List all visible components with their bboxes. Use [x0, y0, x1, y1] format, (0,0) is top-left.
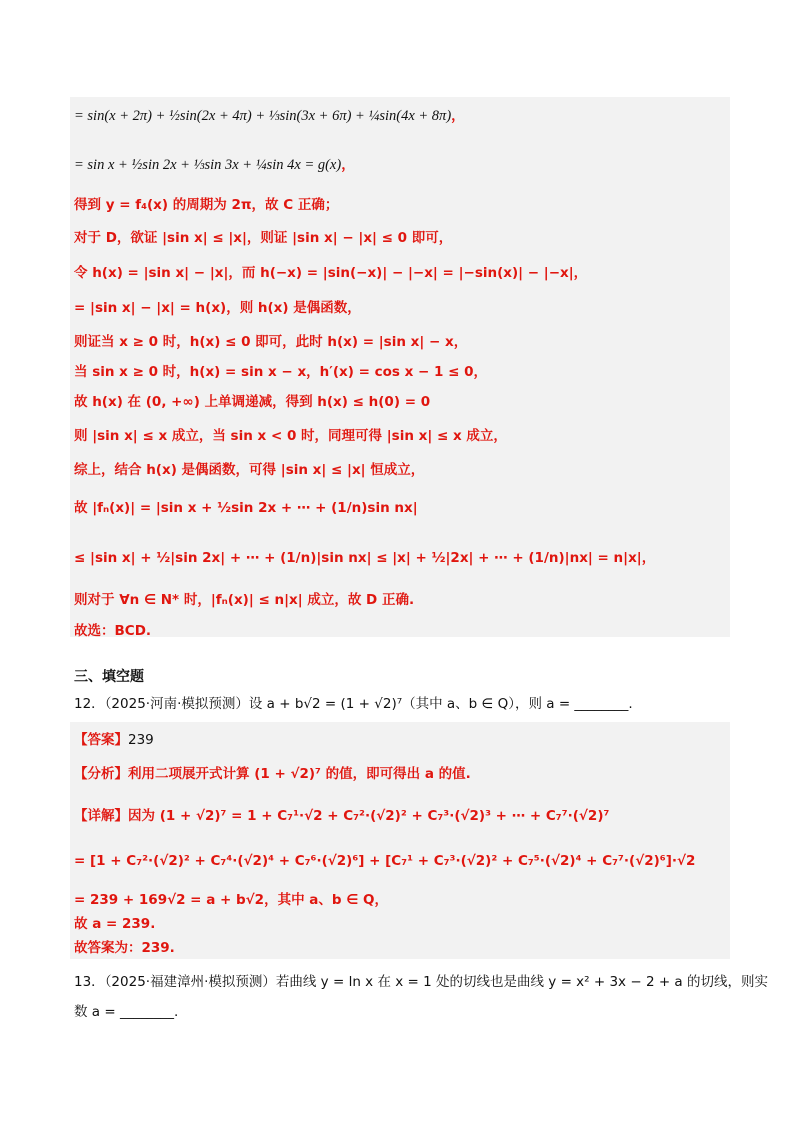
question-12: [74, 694, 633, 714]
question-13-line-2: 数 a = ________.: [74, 1004, 179, 1020]
detail-line-5: 故答案为：239.: [74, 940, 175, 956]
question-13: [74, 972, 768, 992]
solution-line-15: 故选：BCD.: [74, 623, 152, 639]
solution-line-1: = sin(x + 2π) + ½sin(2x + 4π) + ⅓sin(3x + 6π) + ¼sin(4x + 8π)，: [74, 108, 465, 124]
solution-line-5: 令 h(x) = |sin x| − |x|，而 h(−x) = |sin(−x)| − |−x| = |−sin(x)| − |−x|，: [74, 265, 588, 281]
answer-value: 239: [128, 732, 154, 748]
question-source: （2025·福建漳州·模拟预测）: [104, 974, 276, 990]
question-source: （2025·河南·模拟预测）: [104, 696, 249, 712]
solution-line-10: 则 |sin x| ≤ x 成立，当 sin x < 0 时，同理可得 |sin x| ≤ x 成立，: [74, 428, 507, 444]
answer-line: [74, 730, 154, 750]
analysis-text: 利用二项展开式计算 (1 + √2)⁷ 的值，即可得出 a 的值.: [128, 766, 471, 782]
detail-line-4: 故 a = 239.: [74, 916, 156, 932]
answer-label: 【答案】: [74, 732, 128, 748]
question-number: 12．: [74, 696, 105, 712]
section-title: 三、填空题: [74, 669, 144, 685]
detail-label: 【详解】: [74, 808, 128, 824]
solution-line-3: 得到 y = f₄(x) 的周期为 2π，故 C 正确；: [74, 197, 339, 213]
solution-line-6: = |sin x| − |x| = h(x)，则 h(x) 是偶函数，: [74, 300, 361, 316]
solution-line-13: ≤ |sin x| + ½|sin 2x| + ⋯ + (1/n)|sin nx| ≤ |x| + ½|2x| + ⋯ + (1/n)|nx| = n|x|，: [74, 550, 656, 566]
solution-line-4: 对于 D，欲证 |sin x| ≤ |x|，则证 |sin x| − |x| ≤ 0 即可，: [74, 230, 453, 246]
solution-line-12: 故 |fₙ(x)| = |sin x + ½sin 2x + ⋯ + (1/n)sin nx|: [74, 500, 418, 516]
solution-line-9: 故 h(x) 在 (0, +∞) 上单调递减，得到 h(x) ≤ h(0) = 0: [74, 394, 431, 410]
solution-line-14: 则对于 ∀n ∈ N* 时，|fₙ(x)| ≤ n|x| 成立，故 D 正确.: [74, 592, 415, 608]
solution-line-11: 综上，结合 h(x) 是偶函数，可得 |sin x| ≤ |x| 恒成立，: [74, 462, 425, 478]
detail-line-1: 【详解】因为 (1 + √2)⁷ = 1 + C₇¹·√2 + C₇²·(√2)² + C₇³·(√2)³ + ⋯ + C₇⁷·(√2)⁷: [74, 808, 610, 824]
solution-line-7: 则证当 x ≥ 0 时，h(x) ≤ 0 即可，此时 h(x) = |sin x| − x，: [74, 334, 468, 350]
detail-line-2: = [1 + C₇²·(√2)² + C₇⁴·(√2)⁴ + C₇⁶·(√2)⁶] + [C₇¹ + C₇³·(√2)² + C₇⁵·(√2)⁴ + C₇⁷·(√2)⁶]·√2: [74, 853, 696, 869]
solution-line-8: 当 sin x ≥ 0 时，h(x) = sin x − x，h′(x) = cos x − 1 ≤ 0，: [74, 364, 488, 380]
question-text: 若曲线 y = ln x 在 x = 1 处的切线也是曲线 y = x² + 3x − 2 + a 的切线，则实: [275, 974, 768, 990]
analysis-label: 【分析】: [74, 766, 128, 782]
analysis-line: [74, 764, 471, 784]
question-text: 设 a + b√2 = (1 + √2)⁷（其中 a、b ∈ Q），则 a = ________.: [248, 696, 633, 712]
solution-line-2: = sin x + ½sin 2x + ⅓sin 3x + ¼sin 4x = g(x)，: [74, 157, 355, 173]
question-number: 13．: [74, 974, 105, 990]
answer-box-12: [70, 722, 730, 959]
detail-line-3: = 239 + 169√2 = a + b√2，其中 a、b ∈ Q，: [74, 892, 389, 908]
